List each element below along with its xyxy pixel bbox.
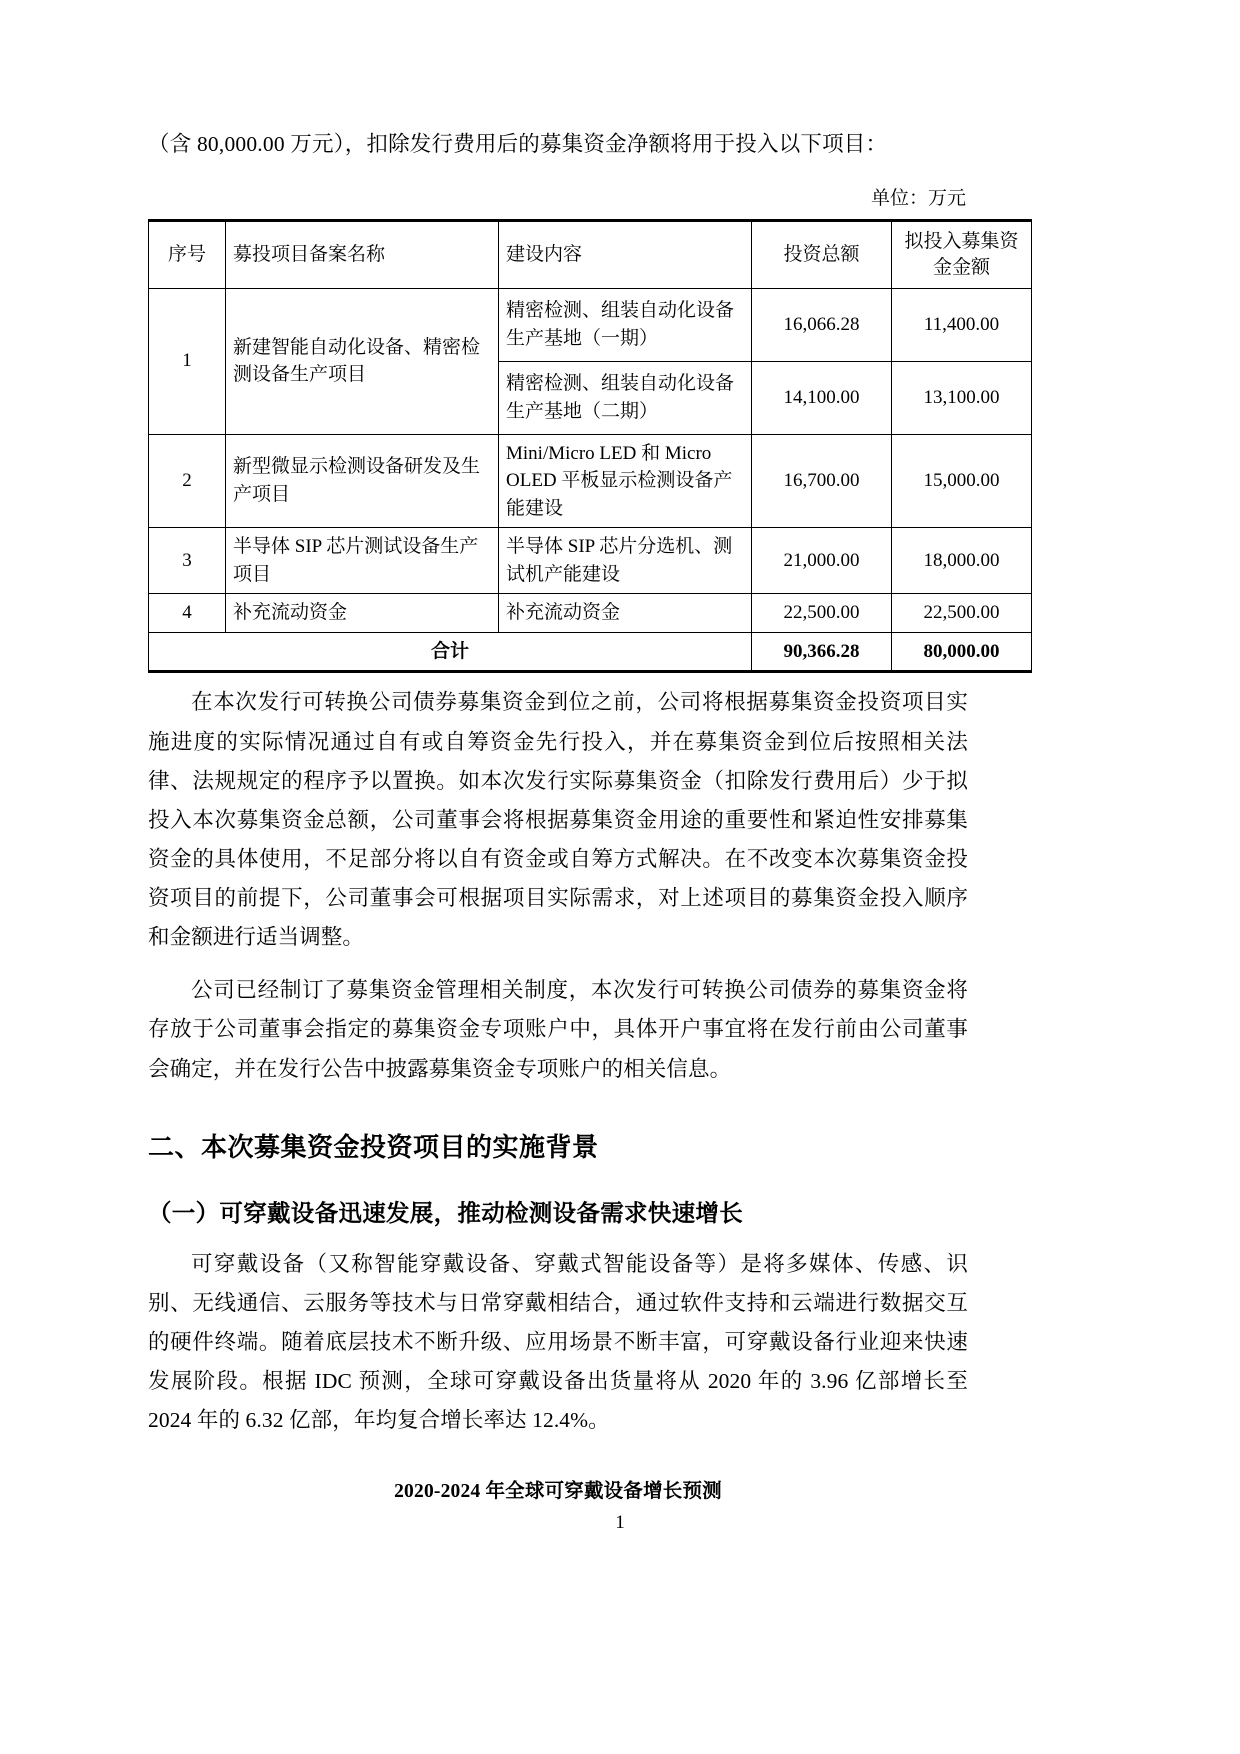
cell-project-name: 补充流动资金: [226, 594, 499, 633]
subsection-heading: （一）可穿戴设备迅速发展，推动检测设备需求快速增长: [148, 1198, 743, 1227]
table-row: [149, 594, 1032, 633]
cell-total-investment: 22,500.00: [752, 594, 892, 633]
page-number: 1: [615, 1512, 625, 1533]
header-raised-amount: 拟投入募集资金金额: [892, 221, 1032, 288]
header-total-investment: 投资总额: [752, 221, 892, 288]
table-row: [149, 434, 1032, 528]
table-header-row: [149, 221, 1032, 288]
cell-construction: 精密检测、组装自动化设备生产基地（二期）: [499, 361, 752, 434]
cell-construction: 精密检测、组装自动化设备生产基地（一期）: [499, 288, 752, 361]
cell-total-investment: 14,100.00: [752, 361, 892, 434]
table-row: [149, 288, 1032, 361]
cell-no: 1: [149, 288, 226, 434]
header-construction: 建设内容: [499, 221, 752, 288]
paragraph-fund-replacement: 在本次发行可转换公司债券募集资金到位之前，公司将根据募集资金投资项目实施进度的实际情况通过自有或自筹资金先行投入，并在募集资金到位后按照相关法律、法规规定的程序予以置换。如本次发行实际募集资金（扣除发行费用后）少于拟投入本次募集资金总额，公司董事会将根据募集资金用途的重要性和紧迫性安排募集资金的具体使用，不足部分将以自有资金或自筹方式解决。在不改变本次募集资金投资项目的前提下，公司董事会可根据项目实际需求，对上述项目的募集资金投入顺序和金额进行适当调整。: [148, 690, 968, 950]
section-heading: 二、本次募集资金投资项目的实施背景: [148, 1132, 599, 1163]
cell-raised-amount: 15,000.00: [892, 434, 1032, 528]
paragraph-wearable-devices: 可穿戴设备（又称智能穿戴设备、穿戴式智能设备等）是将多媒体、传感、识别、无线通信、云服务等技术与日常穿戴相结合，通过软件支持和云端进行数据交互的硬件终端。随着底层技术不断升级、应用场景不断丰富，可穿戴设备行业迎来快速发展阶段。根据 IDC 预测，全球可穿戴设备出货量将从 2020 年的 3.96 亿部增长至 2024 年的 6.32 亿部，年均复合增长率达 12.4%。: [148, 1251, 968, 1433]
cell-project-name: 新型微显示检测设备研发及生产项目: [226, 434, 499, 528]
cell-no: 2: [149, 434, 226, 528]
cell-project-name: 新建智能自动化设备、精密检测设备生产项目: [226, 288, 499, 434]
cell-raised-amount: 18,000.00: [892, 528, 1032, 594]
header-project-name: 募投项目备案名称: [226, 221, 499, 288]
cell-no: 4: [149, 594, 226, 633]
cell-construction: 半导体 SIP 芯片分选机、测试机产能建设: [499, 528, 752, 594]
intro-paragraph: （含 80,000.00 万元），扣除发行费用后的募集资金净额将用于投入以下项目：: [148, 132, 888, 156]
cell-construction: Mini/Micro LED 和 Micro OLED 平板显示检测设备产能建设: [499, 434, 752, 528]
cell-total-investment: 21,000.00: [752, 528, 892, 594]
cell-raised-amount: 22,500.00: [892, 594, 1032, 633]
header-no: 序号: [149, 221, 226, 288]
table-row: [149, 528, 1032, 594]
cell-raised-amount: 11,400.00: [892, 288, 1032, 361]
cell-total-label: 合计: [149, 632, 752, 672]
table-total-row: [149, 632, 1032, 672]
table-body: [149, 288, 1032, 672]
cell-project-name: 半导体 SIP 芯片测试设备生产项目: [226, 528, 499, 594]
table-header: [149, 221, 1032, 288]
paragraph-fund-management: 公司已经制订了募集资金管理相关制度，本次发行可转换公司债券的募集资金将存放于公司董事会指定的募集资金专项账户中，具体开户事宜将在发行前由公司董事会确定，并在发行公告中披露募集资金专项账户的相关信息。: [148, 978, 968, 1081]
cell-construction: 补充流动资金: [499, 594, 752, 633]
page-content: [148, 128, 1019, 1503]
figure-caption: 2020-2024 年全球可穿戴设备增长预测: [394, 1480, 722, 1502]
cell-total-investment: 16,700.00: [752, 434, 892, 528]
cell-no: 3: [149, 528, 226, 594]
table-unit-label: 单位：万元: [870, 188, 966, 210]
cell-raised-amount-sum: 80,000.00: [892, 632, 1032, 672]
cell-raised-amount: 13,100.00: [892, 361, 1032, 434]
cell-total-investment-sum: 90,366.28: [752, 632, 892, 672]
fundraising-projects-table: [148, 219, 1032, 673]
cell-total-investment: 16,066.28: [752, 288, 892, 361]
